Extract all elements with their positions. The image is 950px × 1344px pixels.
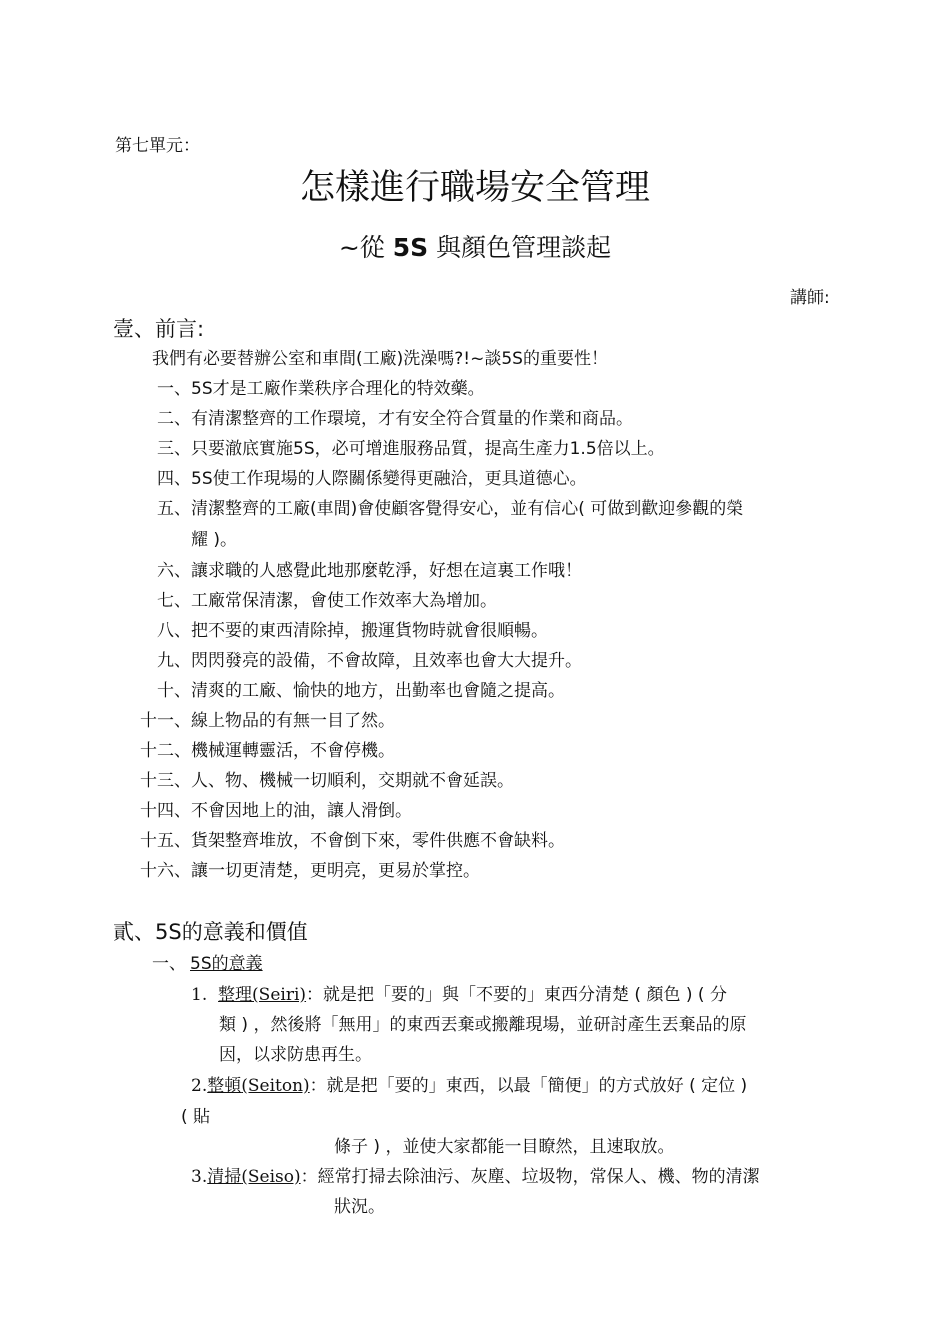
document-title: 怎樣進行職場安全管理: [299, 168, 650, 208]
document-subtitle: [0, 228, 950, 264]
item-text: 清潔整齊的工廠(車間)會使顧客覺得安心，並有信心( 可做到歡迎參觀的榮: [191, 499, 744, 519]
item-number: 二、: [157, 409, 191, 429]
def-term: 整理: [218, 985, 253, 1005]
item-text: 5S才是工廠作業秩序合理化的特效藥。: [191, 379, 485, 399]
lecturer-label: 講師:: [790, 288, 830, 308]
item-number: 十五、: [140, 831, 191, 851]
def-number: 1.: [191, 985, 208, 1005]
def-number: 3.: [191, 1167, 208, 1187]
def-roman: (Seiso): [241, 1167, 301, 1187]
subtitle-bold: 5S: [392, 233, 429, 262]
def-line: 就是把「要的」東西，以最「簡便」的方式放好 ( 定位 ): [326, 1076, 748, 1096]
section1-heading: 壹、前言:: [113, 317, 205, 341]
def-roman: (Seiton): [241, 1076, 310, 1096]
item-number: 七、: [157, 591, 191, 611]
item-text: 線上物品的有無一目了然。: [191, 711, 395, 731]
item-text: 把不要的東西清除掉，搬運貨物時就會很順暢。: [191, 621, 548, 641]
item-text: 人、物、機械一切順利，交期就不會延誤。: [191, 771, 514, 791]
unit-label: 第七單元：: [115, 136, 200, 156]
item-number: 九、: [157, 651, 191, 671]
item-text: 讓求職的人感覺此地那麼乾淨，好想在這裏工作哦！: [191, 561, 582, 581]
item-text: 貨架整齊堆放，不會倒下來，零件供應不會缺料。: [191, 831, 565, 851]
item-continuation: 耀 )。: [191, 530, 238, 550]
item-number: 一、: [157, 379, 191, 399]
item-text: 讓一切更清楚，更明亮，更易於掌控。: [191, 861, 480, 881]
def-colon: ：: [306, 985, 324, 1005]
item-text: 有清潔整齊的工作環境，才有安全符合質量的作業和商品。: [191, 409, 633, 429]
subtitle-suffix: 與顏色管理談起: [436, 233, 612, 262]
def-line: 因，以求防患再生。: [219, 1045, 372, 1065]
section1-intro: 我們有必要替辦公室和車間(工廠)洗澡嗎?!~談5S的重要性！: [152, 349, 608, 369]
item-text: 機械運轉靈活，不會停機。: [191, 741, 395, 761]
def-roman: (Seiri): [252, 985, 307, 1005]
definition-seiton: [191, 1071, 747, 1096]
definition-seiso: [191, 1162, 760, 1187]
item-number: 十一、: [140, 711, 191, 731]
item-number: 十、: [157, 681, 191, 701]
item-text: 5S使工作現場的人際關係變得更融洽，更具道德心。: [191, 469, 587, 489]
item-text: 不會因地上的油，讓人滑倒。: [191, 801, 412, 821]
item-number: 十六、: [140, 861, 191, 881]
item-number: 三、: [157, 439, 191, 459]
item-number: 十四、: [140, 801, 191, 821]
def-term: 整頓: [207, 1076, 242, 1096]
item-number: 十二、: [140, 741, 191, 761]
def-colon: ：: [300, 1167, 318, 1187]
def-term: 清掃: [207, 1167, 242, 1187]
definition-seiri: [191, 980, 727, 1005]
item-number: 四、: [157, 469, 191, 489]
def-number: 2.: [191, 1076, 208, 1096]
subtitle-prefix: ~從: [338, 233, 385, 262]
item-number: 六、: [157, 561, 191, 581]
def-line: 條子 ) ，並使大家都能一目瞭然，且速取放。: [334, 1137, 675, 1157]
item-number: 八、: [157, 621, 191, 641]
section2-sub1-label: 5S的意義: [190, 954, 263, 974]
def-line: 經常打掃去除油污、灰塵、垃圾物，常保人、機、物的清潔: [317, 1167, 760, 1187]
item-text: 閃閃發亮的設備，不會故障，且效率也會大大提升。: [191, 651, 582, 671]
item-text: 工廠常保清潔，會使工作效率大為增加。: [191, 591, 497, 611]
def-line: ( 貼: [181, 1107, 211, 1127]
def-line: 類 ) ，然後將「無用」的東西丟棄或搬離現場，並研討產生丟棄品的原: [219, 1015, 747, 1035]
item-text: 清爽的工廠、愉快的地方，出勤率也會隨之提高。: [191, 681, 565, 701]
def-colon: ：: [309, 1076, 327, 1096]
item-text: 只要澈底實施5S，必可增進服務品質，提高生產力1.5倍以上。: [191, 439, 665, 459]
def-line: 就是把「要的」與「不要的」東西分清楚 ( 顏色 ) ( 分: [323, 985, 727, 1005]
section2-heading: 貳、5S的意義和價值: [113, 920, 308, 944]
def-line: 狀況。: [334, 1197, 385, 1217]
item-number: 五、: [157, 499, 191, 519]
section2-sub1-number: 一、: [152, 954, 186, 974]
item-number: 十三、: [140, 771, 191, 791]
